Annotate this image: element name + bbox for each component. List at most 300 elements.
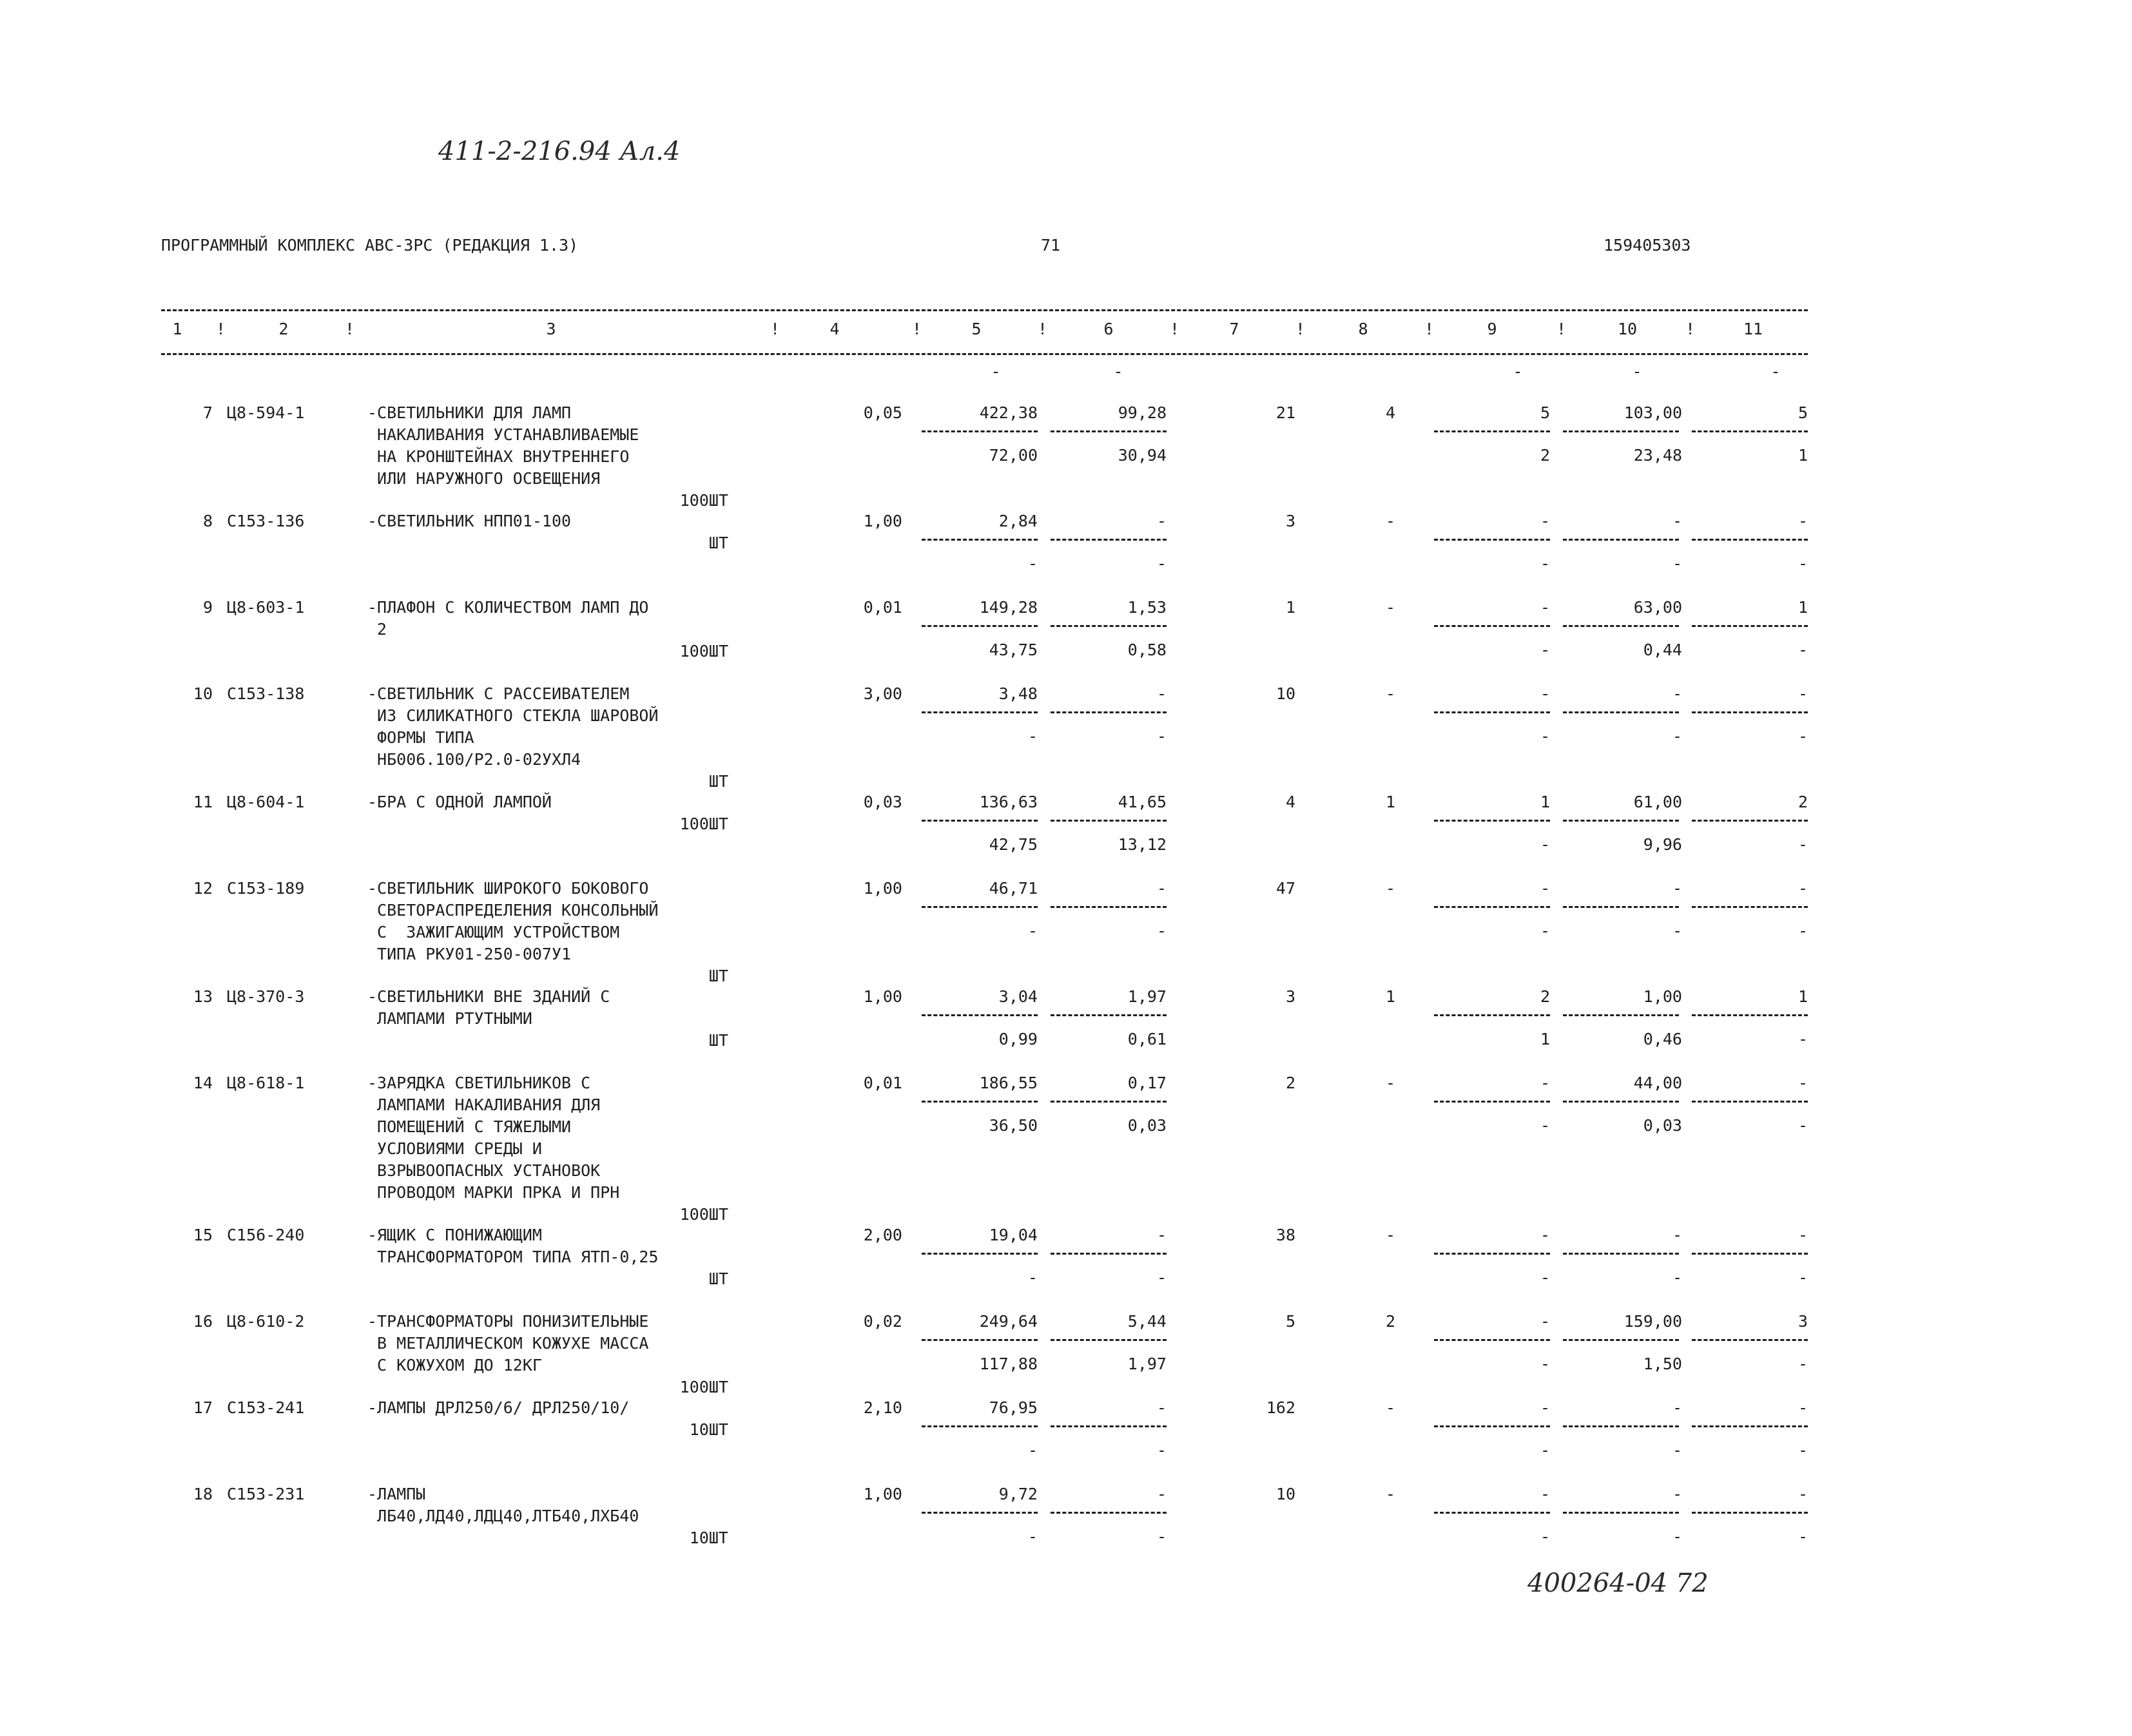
value-divider — [1563, 1425, 1679, 1427]
work-description-line: -СВЕТИЛЬНИКИ ДЛЯ ЛАМП — [367, 403, 572, 422]
cell-c5-secondary: 42,75 — [989, 835, 1038, 854]
cell-c10-secondary: 0,03 — [1643, 1116, 1682, 1135]
cell-c6: 5,44 — [1127, 1312, 1167, 1331]
value-divider — [1051, 1014, 1167, 1016]
unit-of-measure: ШТ — [708, 1269, 728, 1288]
cell-c7: 10 — [1275, 684, 1295, 703]
cell-c9-secondary: - — [1540, 1441, 1550, 1460]
cell-c6-secondary: - — [1156, 921, 1167, 940]
work-description-line: -ЛАМПЫ — [367, 1485, 426, 1503]
cell-c11: - — [1798, 512, 1808, 530]
value-divider — [1434, 906, 1550, 908]
cell-c11: 1 — [1798, 987, 1808, 1006]
work-description-line: -СВЕТИЛЬНИК ШИРОКОГО БОКОВОГО — [367, 879, 649, 898]
work-description-line: -ЛАМПЫ ДРЛ250/6/ ДРЛ250/10/ — [367, 1398, 630, 1417]
value-divider — [1563, 1339, 1679, 1341]
column-header-11: 11 — [1743, 320, 1763, 338]
value-divider — [922, 539, 1038, 541]
value-divider — [1692, 430, 1808, 432]
unit-of-measure: 100ШТ — [679, 815, 728, 833]
cell-c9-secondary: 1 — [1540, 1030, 1550, 1048]
column-header-7: 7 — [1229, 320, 1239, 338]
cell-c6-secondary: - — [1156, 1441, 1167, 1460]
value-divider — [1563, 820, 1679, 822]
cell-c8: - — [1385, 512, 1395, 530]
cell-c6: - — [1156, 1226, 1167, 1244]
work-description-line: -СВЕТИЛЬНИКИ ВНЕ ЗДАНИЙ С — [367, 987, 610, 1006]
cell-c10: 63,00 — [1633, 598, 1682, 617]
cell-c4: 1,00 — [863, 1485, 902, 1503]
value-divider — [922, 906, 1038, 908]
cell-c11-secondary: - — [1798, 727, 1808, 746]
cell-c5: 249,64 — [979, 1312, 1038, 1331]
cell-c6: - — [1156, 1398, 1167, 1417]
value-divider — [1563, 539, 1679, 541]
price-code: Ц8-370-3 — [227, 987, 305, 1006]
cell-c9-secondary: - — [1540, 641, 1550, 659]
cell-c11: - — [1798, 1485, 1808, 1503]
work-description-line: В МЕТАЛЛИЧЕСКОМ КОЖУХЕ МАССА — [367, 1334, 649, 1353]
value-divider — [1051, 625, 1167, 627]
work-description-line: 2 — [367, 620, 387, 639]
value-divider — [1051, 820, 1167, 822]
value-divider — [1051, 539, 1167, 541]
cell-c10-secondary: 1,50 — [1643, 1355, 1682, 1373]
unit-of-measure: ШТ — [708, 534, 728, 552]
row-number: 13 — [193, 987, 213, 1006]
value-divider — [1692, 1512, 1808, 1514]
value-divider — [1434, 1425, 1550, 1427]
cell-c7: 47 — [1275, 879, 1295, 898]
cell-c4: 0,01 — [863, 598, 902, 617]
work-description-line: -ПЛАФОН С КОЛИЧЕСТВОМ ЛАМП ДО — [367, 598, 649, 617]
cell-c5: 19,04 — [989, 1226, 1038, 1244]
column-separator: ! — [1556, 320, 1567, 338]
cell-c7: 3 — [1285, 512, 1295, 530]
price-code: Ц8-610-2 — [227, 1312, 305, 1331]
cell-c5-secondary: - — [1027, 1441, 1038, 1460]
cell-c11: - — [1798, 684, 1808, 703]
cell-c6-secondary: 30,94 — [1118, 446, 1167, 465]
value-divider — [1692, 906, 1808, 908]
work-description-line: НАКАЛИВАНИЯ УСТАНАВЛИВАЕМЫЕ — [367, 425, 639, 444]
cell-c5: 149,28 — [979, 598, 1038, 617]
cell-c10-secondary: 0,46 — [1643, 1030, 1682, 1048]
cell-c6: 99,28 — [1118, 403, 1167, 422]
unit-of-measure: ШТ — [708, 772, 728, 791]
work-description-line: ИЛИ НАРУЖНОГО ОСВЕЩЕНИЯ — [367, 469, 601, 488]
column-header-1: 1 — [172, 320, 182, 338]
cell-c11-secondary: - — [1798, 921, 1808, 940]
value-divider — [922, 820, 1038, 822]
column-separator: ! — [1424, 320, 1435, 338]
cell-c10-secondary: 9,96 — [1643, 835, 1682, 854]
cell-c8: - — [1385, 1226, 1395, 1244]
value-divider — [1692, 1339, 1808, 1341]
column-separator: ! — [1170, 320, 1180, 338]
cell-c9-secondary: - — [1540, 1116, 1550, 1135]
cell-c8: - — [1385, 598, 1395, 617]
cell-c8: 1 — [1385, 793, 1395, 811]
cell-c9: 5 — [1540, 403, 1550, 422]
value-divider — [1563, 1014, 1679, 1016]
cell-c6: - — [1156, 879, 1167, 898]
cell-c9: - — [1540, 598, 1550, 617]
top-dash-c6: - — [1113, 362, 1123, 381]
cell-c9: - — [1540, 1398, 1550, 1417]
work-description-line: ТИПА РКУ01-250-007У1 — [367, 945, 572, 963]
cell-c6-secondary: - — [1156, 1268, 1167, 1287]
work-description-line: С КОЖУХОМ ДО 12КГ — [367, 1356, 542, 1374]
row-number: 14 — [193, 1074, 213, 1092]
column-header-5: 5 — [971, 320, 982, 338]
cell-c9-secondary: - — [1540, 1268, 1550, 1287]
cell-c11: 3 — [1798, 1312, 1808, 1331]
value-divider — [1434, 1014, 1550, 1016]
column-header-9: 9 — [1487, 320, 1497, 338]
cell-c8: 2 — [1385, 1312, 1395, 1331]
cell-c4: 1,00 — [863, 879, 902, 898]
cell-c5: 422,38 — [979, 403, 1038, 422]
cell-c6: 1,97 — [1127, 987, 1167, 1006]
header-top-rule — [161, 309, 1808, 311]
value-divider — [1051, 711, 1167, 713]
cell-c4: 0,02 — [863, 1312, 902, 1331]
value-divider — [1692, 625, 1808, 627]
cell-c7: 2 — [1285, 1074, 1295, 1092]
value-divider — [922, 711, 1038, 713]
cell-c10-secondary: - — [1672, 554, 1682, 573]
value-divider — [1434, 1101, 1550, 1103]
price-code: С153-241 — [227, 1398, 305, 1417]
value-divider — [1051, 1101, 1167, 1103]
cell-c10-secondary: 0,44 — [1643, 641, 1682, 659]
cell-c5: 46,71 — [989, 879, 1038, 898]
cell-c9-secondary: - — [1540, 554, 1550, 573]
cell-c4: 1,00 — [863, 987, 902, 1006]
cell-c4: 0,01 — [863, 1074, 902, 1092]
cell-c5-secondary: - — [1027, 921, 1038, 940]
cell-c10-secondary: - — [1672, 1441, 1682, 1460]
cell-c10: - — [1672, 879, 1682, 898]
cell-c6: 41,65 — [1118, 793, 1167, 811]
cell-c8: - — [1385, 1074, 1395, 1092]
column-separator: ! — [1038, 320, 1048, 338]
cell-c10: - — [1672, 1226, 1682, 1244]
value-divider — [1434, 539, 1550, 541]
cell-c5-secondary: 36,50 — [989, 1116, 1038, 1135]
row-number: 8 — [202, 512, 213, 530]
cell-c11-secondary: - — [1798, 554, 1808, 573]
cell-c11-secondary: - — [1798, 641, 1808, 659]
cell-c11: 2 — [1798, 793, 1808, 811]
cell-c9-secondary: - — [1540, 727, 1550, 746]
value-divider — [1692, 820, 1808, 822]
value-divider — [1692, 1425, 1808, 1427]
value-divider — [1692, 1101, 1808, 1103]
price-code: С153-136 — [227, 512, 305, 530]
cell-c6-secondary: 1,97 — [1127, 1355, 1167, 1373]
cell-c8: - — [1385, 1398, 1395, 1417]
cell-c4: 0,05 — [863, 403, 902, 422]
row-number: 7 — [202, 403, 213, 422]
cell-c6: - — [1156, 684, 1167, 703]
value-divider — [1563, 1253, 1679, 1255]
work-description-line: ЛАМПАМИ НАКАЛИВАНИЯ ДЛЯ — [367, 1095, 601, 1114]
value-divider — [922, 625, 1038, 627]
value-divider — [1563, 625, 1679, 627]
column-header-3: 3 — [546, 320, 556, 338]
price-code: С153-138 — [227, 684, 305, 703]
work-description-line: ЛБ40,ЛД40,ЛДЦ40,ЛТБ40,ЛХБ40 — [367, 1507, 639, 1525]
value-divider — [922, 430, 1038, 432]
cell-c9-secondary: - — [1540, 1527, 1550, 1546]
column-header-6: 6 — [1103, 320, 1114, 338]
column-separator: ! — [1685, 320, 1696, 338]
cell-c5: 2,84 — [998, 512, 1038, 530]
cell-c11: - — [1798, 879, 1808, 898]
cell-c8: - — [1385, 684, 1395, 703]
cell-c9: - — [1540, 879, 1550, 898]
row-number: 17 — [193, 1398, 213, 1417]
cell-c11-secondary: - — [1798, 1030, 1808, 1048]
cell-c11-secondary: - — [1798, 1527, 1808, 1546]
cell-c7: 10 — [1275, 1485, 1295, 1503]
column-header-10: 10 — [1617, 320, 1638, 338]
cell-c6-secondary: 0,58 — [1127, 641, 1167, 659]
cell-c9-secondary: 2 — [1540, 446, 1550, 465]
work-description-line: ПРОВОДОМ МАРКИ ПРКА И ПРН — [367, 1183, 620, 1202]
value-divider — [1434, 711, 1550, 713]
cell-c9: - — [1540, 512, 1550, 530]
cell-c9-secondary: - — [1540, 921, 1550, 940]
cell-c9: - — [1540, 1485, 1550, 1503]
cell-c11: 5 — [1798, 403, 1808, 422]
cell-c4: 3,00 — [863, 684, 902, 703]
cell-c6: - — [1156, 512, 1167, 530]
cell-c8: 4 — [1385, 403, 1395, 422]
value-divider — [1563, 1101, 1679, 1103]
cell-c9: - — [1540, 684, 1550, 703]
cell-c8: 1 — [1385, 987, 1395, 1006]
cell-c10: - — [1672, 1398, 1682, 1417]
column-separator: ! — [912, 320, 922, 338]
work-description-line: -ЗАРЯДКА СВЕТИЛЬНИКОВ С — [367, 1074, 591, 1092]
cell-c10: 1,00 — [1643, 987, 1682, 1006]
top-dash-c10: - — [1632, 362, 1642, 381]
cell-c10: 44,00 — [1633, 1074, 1682, 1092]
handwritten-doc-number: 400264-04 72 — [1527, 1568, 1709, 1598]
cell-c7: 3 — [1285, 987, 1295, 1006]
cell-c9-secondary: - — [1540, 835, 1550, 854]
cell-c7: 21 — [1275, 403, 1295, 422]
price-code: Ц8-603-1 — [227, 598, 305, 617]
cell-c10: - — [1672, 1485, 1682, 1503]
cell-c11: - — [1798, 1226, 1808, 1244]
value-divider — [922, 1512, 1038, 1514]
cell-c4: 0,03 — [863, 793, 902, 811]
cell-c6-secondary: 0,61 — [1127, 1030, 1167, 1048]
cell-c7: 5 — [1285, 1312, 1295, 1331]
value-divider — [1051, 1512, 1167, 1514]
value-divider — [1434, 1512, 1550, 1514]
unit-of-measure: 100ШТ — [679, 642, 728, 661]
cell-c10: 103,00 — [1623, 403, 1682, 422]
work-description-line: ФОРМЫ ТИПА — [367, 728, 474, 747]
cell-c4: 2,10 — [863, 1398, 902, 1417]
column-header-8: 8 — [1358, 320, 1368, 338]
price-code: С153-189 — [227, 879, 305, 898]
column-separator: ! — [345, 320, 355, 338]
cell-c10-secondary: - — [1672, 1268, 1682, 1287]
cell-c9: 1 — [1540, 793, 1550, 811]
cell-c5-secondary: 43,75 — [989, 641, 1038, 659]
price-code: С156-240 — [227, 1226, 305, 1244]
work-description-line: -СВЕТИЛЬНИК С РАССЕИВАТЕЛЕМ — [367, 684, 630, 703]
top-dash-c11: - — [1770, 362, 1781, 381]
cell-c6-secondary: 13,12 — [1118, 835, 1167, 854]
price-code: С153-231 — [227, 1485, 305, 1503]
cell-c10: 61,00 — [1633, 793, 1682, 811]
value-divider — [1563, 711, 1679, 713]
value-divider — [1051, 1339, 1167, 1341]
value-divider — [1051, 1425, 1167, 1427]
value-divider — [922, 1014, 1038, 1016]
price-code: Ц8-594-1 — [227, 403, 305, 422]
work-description-line: УСЛОВИЯМИ СРЕДЫ И — [367, 1139, 542, 1158]
value-divider — [1434, 1339, 1550, 1341]
row-number: 9 — [202, 598, 213, 617]
cell-c6: 0,17 — [1127, 1074, 1167, 1092]
work-description-line: -ЯЩИК С ПОНИЖАЮЩИМ — [367, 1226, 542, 1244]
cell-c6-secondary: - — [1156, 1527, 1167, 1546]
value-divider — [1563, 906, 1679, 908]
work-description-line: -СВЕТИЛЬНИК НПП01-100 — [367, 512, 572, 530]
column-separator: ! — [1295, 320, 1306, 338]
cell-c10-secondary: - — [1672, 1527, 1682, 1546]
cell-c11-secondary: - — [1798, 835, 1808, 854]
value-divider — [1434, 820, 1550, 822]
work-description-line: ТРАНСФОРМАТОРОМ ТИПА ЯТП-0,25 — [367, 1248, 659, 1266]
cell-c5-secondary: - — [1027, 1268, 1038, 1287]
handwritten-sheet-ref: 411-2-216.94 Ал.4 — [438, 137, 681, 166]
value-divider — [1692, 539, 1808, 541]
value-divider — [1051, 430, 1167, 432]
cell-c5: 136,63 — [979, 793, 1038, 811]
cell-c9: 2 — [1540, 987, 1550, 1006]
cell-c5-secondary: - — [1027, 554, 1038, 573]
value-divider — [1692, 1014, 1808, 1016]
value-divider — [1434, 430, 1550, 432]
work-description-line: ИЗ СИЛИКАТНОГО СТЕКЛА ШАРОВОЙ — [367, 706, 659, 725]
cell-c10: 159,00 — [1623, 1312, 1682, 1331]
column-separator: ! — [770, 320, 780, 338]
cell-c7: 4 — [1285, 793, 1295, 811]
unit-of-measure: 10ШТ — [689, 1420, 728, 1439]
cell-c10-secondary: 23,48 — [1633, 446, 1682, 465]
cell-c5-secondary: - — [1027, 1527, 1038, 1546]
cell-c9: - — [1540, 1312, 1550, 1331]
row-number: 16 — [193, 1312, 213, 1331]
value-divider — [1692, 1253, 1808, 1255]
cell-c10-secondary: - — [1672, 921, 1682, 940]
cell-c5-secondary: 72,00 — [989, 446, 1038, 465]
price-code: Ц8-604-1 — [227, 793, 305, 811]
cell-c11: - — [1798, 1074, 1808, 1092]
cell-c9: - — [1540, 1226, 1550, 1244]
cell-c10: - — [1672, 684, 1682, 703]
value-divider — [1692, 711, 1808, 713]
row-number: 18 — [193, 1485, 213, 1503]
unit-of-measure: 100ШТ — [679, 1205, 728, 1224]
row-number: 15 — [193, 1226, 213, 1244]
document-code: 159405303 — [1604, 236, 1691, 255]
work-description-line: -БРА С ОДНОЙ ЛАМПОЙ — [367, 793, 552, 811]
cell-c11-secondary: 1 — [1798, 446, 1808, 465]
cell-c6: - — [1156, 1485, 1167, 1503]
cell-c5-secondary: 0,99 — [998, 1030, 1038, 1048]
column-separator: ! — [216, 320, 226, 338]
cell-c11-secondary: - — [1798, 1116, 1808, 1135]
unit-of-measure: ШТ — [708, 967, 728, 985]
work-description-line: -ТРАНСФОРМАТОРЫ ПОНИЗИТЕЛЬНЫЕ — [367, 1312, 649, 1331]
cell-c5: 76,95 — [989, 1398, 1038, 1417]
row-number: 11 — [193, 793, 213, 811]
price-code: Ц8-618-1 — [227, 1074, 305, 1092]
work-description-line: ПОМЕЩЕНИЙ С ТЯЖЕЛЫМИ — [367, 1117, 572, 1136]
cell-c4: 2,00 — [863, 1226, 902, 1244]
column-header-2: 2 — [278, 320, 289, 338]
value-divider — [1563, 1512, 1679, 1514]
value-divider — [922, 1339, 1038, 1341]
row-number: 10 — [193, 684, 213, 703]
work-description-line: ВЗРЫВООПАСНЫХ УСТАНОВОК — [367, 1161, 601, 1180]
value-divider — [1434, 1253, 1550, 1255]
unit-of-measure: 100ШТ — [679, 491, 728, 510]
cell-c6-secondary: - — [1156, 554, 1167, 573]
value-divider — [1434, 625, 1550, 627]
page-number: 71 — [1041, 236, 1061, 255]
column-header-4: 4 — [829, 320, 840, 338]
value-divider — [1051, 1253, 1167, 1255]
program-title: ПРОГРАММНЫЙ КОМПЛЕКС АВС-ЗРС (РЕДАКЦИЯ 1.3) — [161, 236, 579, 255]
cell-c4: 1,00 — [863, 512, 902, 530]
cell-c5: 186,55 — [979, 1074, 1038, 1092]
work-description-line: СВЕТОРАСПРЕДЕЛЕНИЯ КОНСОЛЬНЫЙ — [367, 901, 659, 920]
cell-c7: 162 — [1266, 1398, 1295, 1417]
top-dash-c5: - — [991, 362, 1001, 381]
cell-c11-secondary: - — [1798, 1441, 1808, 1460]
value-divider — [922, 1253, 1038, 1255]
value-divider — [1051, 906, 1167, 908]
work-description-line: НБ006.100/Р2.0-02УХЛ4 — [367, 750, 581, 769]
unit-of-measure: 10ШТ — [689, 1529, 728, 1547]
cell-c5: 3,04 — [998, 987, 1038, 1006]
cell-c11-secondary: - — [1798, 1355, 1808, 1373]
unit-of-measure: ШТ — [708, 1031, 728, 1050]
header-bottom-rule — [161, 353, 1808, 355]
cell-c7: 1 — [1285, 598, 1295, 617]
row-number: 12 — [193, 879, 213, 898]
value-divider — [922, 1425, 1038, 1427]
work-description-line: НА КРОНШТЕЙНАХ ВНУТРЕННЕГО — [367, 447, 630, 466]
unit-of-measure: 100ШТ — [679, 1378, 728, 1396]
cell-c9: - — [1540, 1074, 1550, 1092]
cell-c7: 38 — [1275, 1226, 1295, 1244]
cell-c10: - — [1672, 512, 1682, 530]
cell-c6: 1,53 — [1127, 598, 1167, 617]
cell-c5: 9,72 — [998, 1485, 1038, 1503]
